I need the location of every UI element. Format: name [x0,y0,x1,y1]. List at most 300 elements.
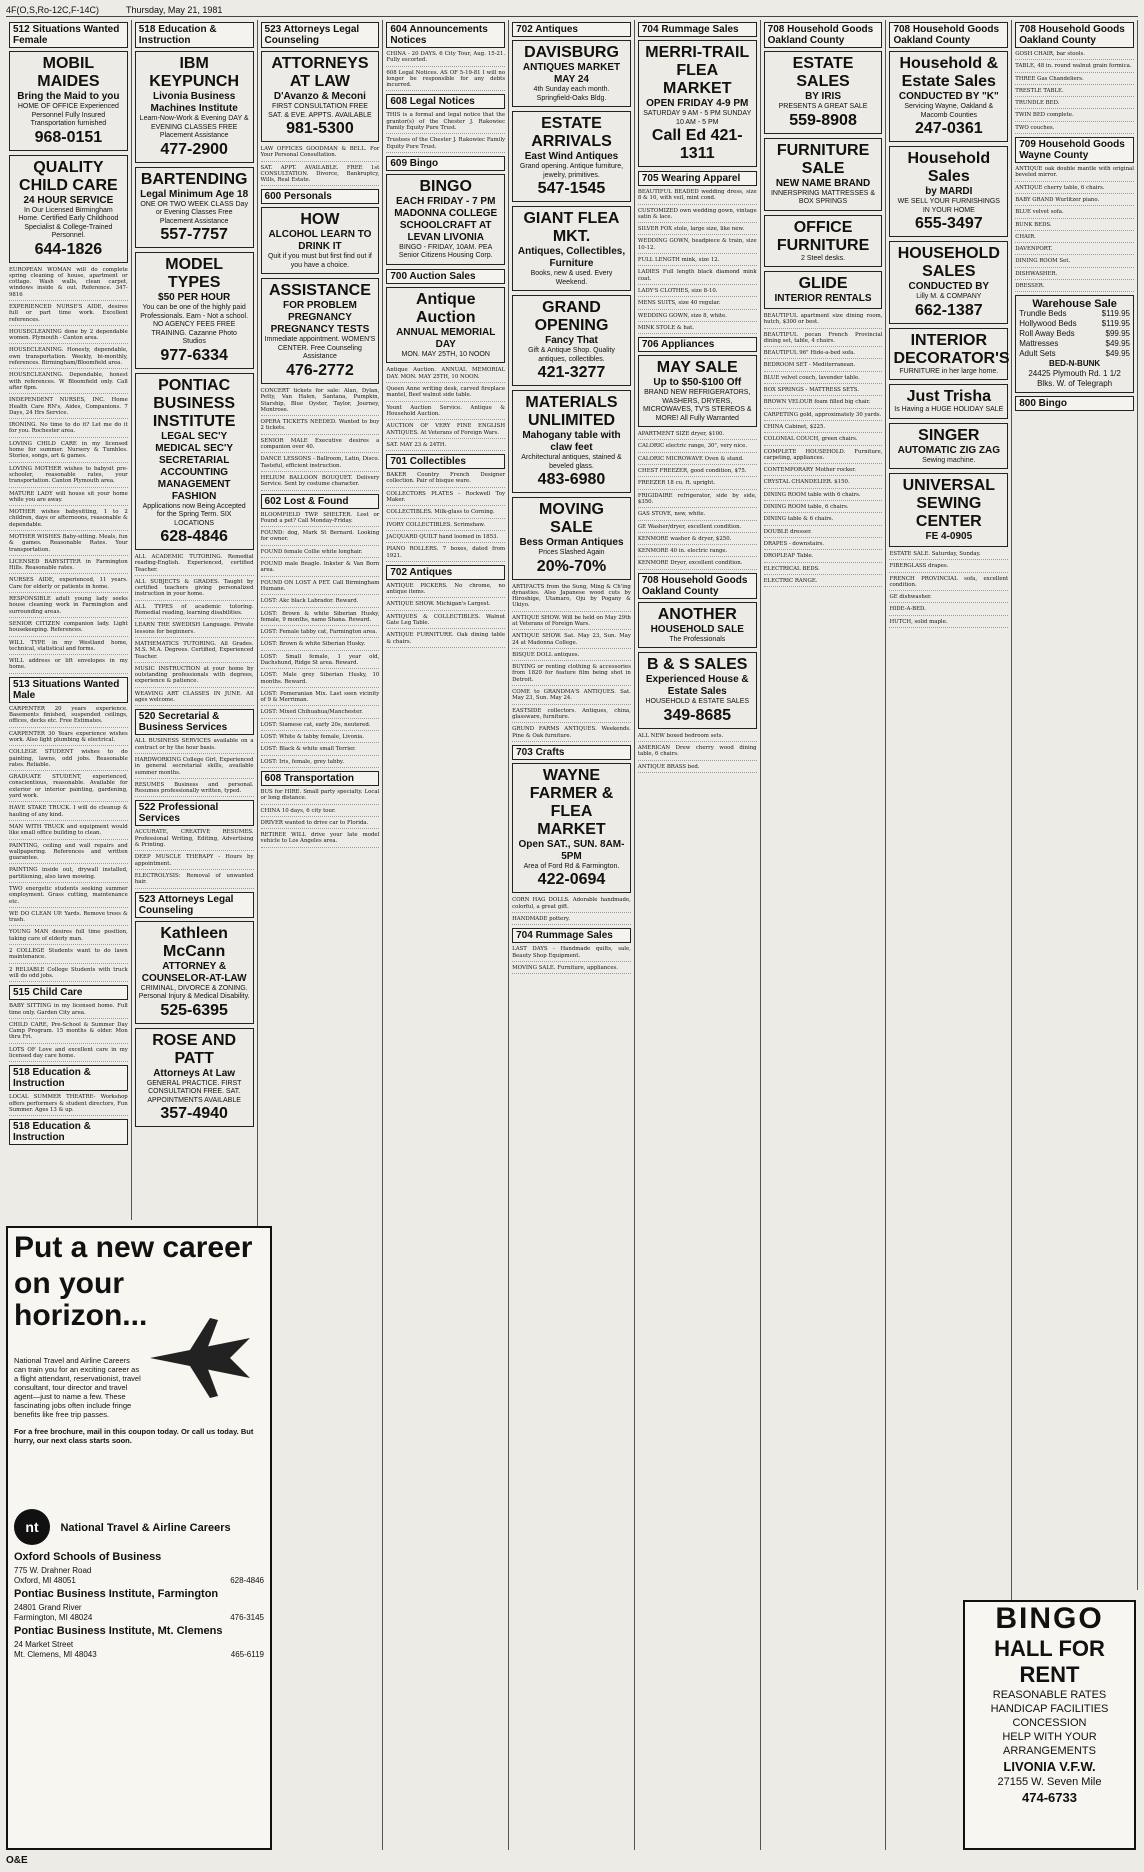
ad-subtitle: AUTOMATIC ZIG ZAG [897,444,1001,456]
classified-ad: Trustees of the Chester J. Rakowiec Family Equity Pure Trust. [386,137,505,153]
issue-date: Thursday, May 21, 1981 [126,5,223,15]
classified-ad: BUYING or renting clothing & accessories from 1820 for feature film being shot in Detroit. [512,664,631,686]
warehouse-item-price: $49.95 [1105,339,1130,349]
section-header: 709 Household Goods Wayne County [1015,137,1134,163]
promo-cta: For a free brochure, mail in this coupon today. Or call us today. But hurry, our next class starts soon. [14,1427,254,1445]
ad-details: FURNITURE in her large home. [899,367,999,375]
classified-ad: MOTHER wishes babysitting, 1 to 2 children, days or afternoons, reasonable & dependable. [9,509,128,531]
classified-ad: COLLEGE STUDENT wishes to do painting, lawns, odd jobs. Reasonable rates. Reliable. [9,749,128,771]
ad-title: Kathleen McCann [160,924,228,960]
classified-ad: DINING ROOM table with 6 chairs. [764,492,883,501]
ad-subtitle: EACH FRIDAY - 7 PM MADONNA COLLEGE SCHOOLCRAFT AT LEVAN LIVONIA [394,195,498,243]
classified-ad: ANTIQUE oak double mantle with original beveled mirror. [1015,166,1134,182]
warehouse-item [1019,349,1130,359]
ad-title: ESTATE ARRIVALS [531,115,612,150]
bingo-line-4: HELP WITH YOUR ARRANGEMENTS [1002,1731,1097,1757]
classified-ad: AMERICAN Drew cherry wood dining table, 6 chairs. [638,745,757,761]
classified-ad: DAVENPORT. [1015,246,1134,255]
classified-ad: KENMORE Dryer, excellent condition. [638,560,757,569]
display-ad [512,390,631,493]
promo-body: National Travel and Airline Careers can train you for an exciting career as a flight attendant, reservationist, travel consultant, tour director and travel agent—just to name a few. These fascinating jobs often include fringe benefits like free trip passes. [14,1356,141,1419]
section-header: 608 Transportation [261,771,380,786]
section-header: 705 Wearing Apparel [638,171,757,186]
ad-title: MODEL TYPES [165,256,224,291]
ad-phone: 644-1826 [34,240,103,258]
ad-details: SATURDAY 9 AM - 5 PM SUNDAY 10 AM - 5 PM [643,110,752,126]
warehouse-item-label: Adult Sets [1019,349,1056,359]
ad-phone: 20%-70% [536,557,607,575]
ad-subtitle: FE 4-0905 [925,531,973,542]
ad-details: WE SELL YOUR FURNISHINGS IN YOUR HOME [897,198,1000,214]
classified-ad: LEARN THE SWEDISH Language. Private lessons for beginners. [135,622,254,638]
classified-ad: FREEZER 18 cu. ft. upright. [638,480,757,489]
ad-details: Is Having a HUGE HOLIDAY SALE [894,406,1004,413]
classified-ad: ELECTRICAL BEDS. [764,566,883,575]
display-ad [386,287,505,364]
classified-ad: LAW OFFICES GOODMAN & BELL. For Your Personal Consultation. [261,146,380,162]
ad-subtitle: Livonia Business Machines Institute [150,91,238,114]
classified-ad: BEAUTIFUL apartment size dining room, hutch, $300 or best. [764,313,883,329]
ad-details: Applications now Being Accepted for the Spring Term. SIX LOCATIONS [142,502,246,527]
classified-ad: ANTIQUE SHOW. Sat. May 23, Sun. May 24 at Madonna College. [512,633,631,649]
classified-ad: CHINA - 20 DAYS. 6 City Tour, Aug. 15-21. Fully escorted. [386,51,505,67]
classified-ad: TWO couches. [1015,125,1134,134]
display-ad [889,423,1008,470]
display-ad [889,51,1008,142]
classified-ad: 608 Legal Notices. AS OF 5-19-81 I will no longer be responsible for any debts incurred. [386,70,505,92]
classified-ad: CONCERT tickets for sale: Alan, Dylan, Petty, Van Halen, Santana, Pumpkin, Starship, Blue Oyster, Taylor, Journey, Montrose. [261,388,380,416]
classified-ad: BISQUE DOLL antiques. [512,652,631,661]
classified-ad: CARPETING gold, approximately 30 yards. [764,412,883,421]
section-header: 520 Secretarial & Business Services [135,709,254,735]
classified-ad: MATURE LADY will house sit your home while you are away. [9,491,128,507]
ad-details: Architectural antiques, stained & beveled glass. [521,454,622,470]
classified-ad: FOUND: dog, Mark St Bernard. Looking for owner. [261,530,380,546]
oxford-phone: 628-4846 [230,1576,264,1585]
ad-phone: 968-0151 [34,128,103,146]
section-header: 513 Situations Wanted Male [9,677,128,703]
ad-details: You can be one of the highly paid Professionals. Earn - Not a school. NO AGENCY FEES FREE TRAINING. Cazanne Photo Studios [140,304,249,345]
ad-phone: 655-3497 [915,215,983,232]
classified-column [6,20,132,1220]
section-header: 512 Situations Wanted Female [9,22,128,48]
bingo-venue: LIVONIA V.F.W. [1003,1759,1096,1774]
farmington-city: Farmington, MI 48024 [14,1613,93,1622]
classified-ad: HUTCH, solid maple. [889,619,1008,628]
ad-subtitle: Fancy That [545,335,598,346]
classified-ad: ANTIQUE SHOW. Will be held on May 29th at Veterans of Foreign Wars. [512,615,631,631]
ad-phone: 662-1387 [915,301,983,319]
classified-ad: KENMORE washer & dryer, $250. [638,536,757,545]
classified-ad: YOUNG MAN desires full time position, taking care of elderly man. [9,929,128,945]
ad-details: Books, new & used. Every Weekend. [530,270,613,286]
display-ad [512,295,631,386]
warehouse-item [1019,329,1130,339]
classified-ad: MENS SUITS, size 40 regular. [638,300,757,309]
classified-ad: ANTIQUE cherry table, 6 chairs. [1015,185,1134,194]
display-ad [512,111,631,202]
display-ad [638,355,757,427]
classified-ad: LOST: Iris, female, grey tabby. [261,759,380,768]
ad-title: MAY SALE [656,359,738,377]
classified-ad: WEDDING GOWN, size 8, white. [638,313,757,322]
ad-subtitle: CONDUCTED BY "K" [898,91,999,102]
display-ad [889,473,1008,547]
bingo-line-3: CONCESSION [1012,1717,1087,1729]
classified-ad: THREE Gas Chandeliers. [1015,76,1134,85]
ad-details: Area of Ford Rd & Farmington. [523,862,620,870]
warehouse-store: BED-N-BUNK [1049,359,1101,369]
classified-ad: LOST: Siamese cat, early 20s, neutered. [261,722,380,731]
classified-ad: COLLECTORS PLATES - Rockwell Toy Maker. [386,491,505,507]
classified-ad: LADY'S CLOTHES, size 8-10. [638,288,757,297]
display-ad [386,174,505,265]
classified-column [258,20,384,1850]
classified-ad: EUROPEAN WOMAN will do complete spring cleaning of house, apartment or cottage. Wash walls, clean carpet, windows inside & out. Reference. 347-9816 [9,267,128,301]
classified-ad: TWIN BED complete. [1015,112,1134,121]
classified-ad: BEAUTIFUL BEADED wedding dress, size 8 & 10, with veil, mint cond. [638,189,757,205]
classified-ad: DRIVER wanted to drive car to Florida. [261,820,380,829]
classified-ad: LOST: Brown & white Siberian Husky. [261,641,380,650]
ad-title: MERRI-TRAIL FLEA MARKET [645,44,750,97]
classified-ad: AUCTION OF VERY FINE ENGLISH ANTIQUES. At Veterans of Foreign Wars. [386,423,505,439]
classified-ad: BEDROOM SET - Mediterranean. [764,362,883,371]
classified-ad: LOST: White & tabby female, Livonia. [261,734,380,743]
classified-ad: DROPLEAF Table. [764,553,883,562]
classified-ad: FOUND female Collie white longhair. [261,549,380,558]
classified-ad: DEEP MUSCLE THERAPY - Hours by appointment. [135,854,254,870]
classified-ad: LOST: Male grey Siberian Husky, 10 months. Reward. [261,672,380,688]
display-ad [638,40,757,167]
classified-ad: DISHWASHER. [1015,271,1134,280]
ad-title: ASSISTANCE [268,282,371,300]
ad-subtitle: Bess Orman Antiques [519,537,624,548]
classified-column [383,20,509,1850]
warehouse-item-label: Mattresses [1019,339,1059,349]
classified-ad: ALL TYPES of academic tutoring. Remedial reading, learning disabilities. [135,604,254,620]
oxford-city: Oxford, MI 48051 [14,1576,76,1585]
classified-ad: RETIREE WILL drive your late model vehicle to Los Angeles area. [261,832,380,848]
classified-ad: SAT. MAY 23 & 24TH. [386,442,505,451]
classified-ad: INDEPENDENT NURSES, INC. Home Health Care RN's, Aides, Companions. 7 Days, 24 Hrs Service. [9,397,128,419]
bingo-subtitle: HALL FOR RENT [994,1636,1105,1687]
display-ad [638,602,757,649]
mtclemens-address: 24 Market Street [14,1640,74,1649]
warehouse-item [1019,309,1130,319]
ad-title: GIANT FLEA MKT. [523,210,620,245]
ad-title: ATTORNEYS AT LAW [271,55,369,90]
ad-subtitle: FOR PROBLEM PREGNANCY PREGNANCY TESTS [270,300,370,336]
classified-ad: BABY GRAND Wurlitzer piano. [1015,197,1134,206]
ad-subtitle: Legal Minimum Age 18 [140,188,249,200]
classified-ad: DANCE LESSONS - Ballroom, Latin, Disco. Tasteful, efficient instruction. [261,456,380,472]
ad-title: IBM KEYPUNCH [149,55,240,90]
classified-ad: ANTIQUE FURNITURE. Oak dining table & chairs. [386,632,505,648]
classified-ad: LOST: Mixed Chihuahua/Manchester. [261,709,380,718]
classified-ad: HELIUM BALLOON BOUQUET. Delivery Service. Sent by costume character. [261,475,380,491]
ad-title: QUALITY CHILD CARE [19,158,118,194]
ad-subtitle: HOUSEHOLD SALE [650,623,744,635]
ad-details: HOUSEHOLD & ESTATE SALES [645,698,750,706]
section-header: 515 Child Care [9,985,128,1000]
oxford-school-name: Oxford Schools of Business [14,1551,162,1563]
ad-subtitle: $50 PER HOUR [158,292,231,303]
classified-ad: FOUND ON LOST A PET. Call Birmingham Humane. [261,580,380,596]
classified-ad: BOX SPRINGS - MATTRESS SETS. [764,387,883,396]
ad-details: Sewing machine. [922,456,976,464]
classified-ad: SILVER FOX stole, large size, like new. [638,226,757,235]
ad-title: MATERIALS UNLIMITED [525,394,618,429]
classified-ad: ELECTRIC RANGE. [764,578,883,587]
ad-title: HOW [300,211,340,229]
ad-title: DAVISBURG [524,44,619,61]
display-ad [135,373,254,551]
classified-ad: HOUSECLEANING. Honesty, dependable, own transportation. Weekly, bi-monthly, references. Birmingham/Bloomfield area. [9,347,128,369]
classified-ad: WEAVING ART CLASSES IN JUNE. All ages welcome. [135,691,254,707]
bingo-title: BINGO [995,1602,1104,1635]
bingo-phone: 474-6733 [1022,1790,1077,1805]
ad-details: Quit if you must but first find out if you have a choice. [267,253,372,269]
classified-ad: BAKER Country French Designer collection. Pair of bisque ware. [386,472,505,488]
ad-title: Just Trisha [906,388,992,405]
classified-ad: 2 RELIABLE College Students with truck will do odd jobs. [9,967,128,983]
mtclemens-phone: 465-6119 [230,1650,264,1659]
display-ad [764,51,883,134]
section-header: 704 Rummage Sales [512,928,631,943]
ad-details: The Professionals [669,635,726,643]
section-header: 518 Education & Instruction [9,1119,128,1145]
display-ad [889,328,1008,381]
ad-title: BARTENDING [140,170,248,188]
ad-title: SINGER [918,426,980,444]
section-header: 523 Attorneys Legal Counseling [261,22,380,48]
display-ad [889,241,1008,324]
bingo-address: 27155 W. Seven Mile [997,1776,1102,1788]
section-header: 800 Bingo [1015,396,1134,411]
classified-ad: FOUND male Beagle. Inkster & Van Born area. [261,561,380,577]
ad-subtitle: ANNUAL MEMORIAL DAY [396,326,496,350]
classified-ad: MINK STOLE & hat. [638,325,757,334]
classified-ad: SENIOR CITIZEN companion lady. Light housekeeping. References. [9,621,128,637]
ad-subtitle: NEW NAME BRAND [775,177,871,189]
classified-ad: BUS for HIRE. Small party specialty. Local or long distance. [261,789,380,805]
ad-phone: 422-0694 [537,871,606,889]
classified-ad: ALL NEW boxed bedroom sets. [638,733,757,742]
classified-ad: COME to GRANDMA'S ANTIQUES. Sat. May 23, Sun. May 24. [512,689,631,705]
ad-subtitle: Open SAT., SUN. 8AM-5PM [518,838,625,862]
ad-subtitle: Experienced House & Estate Sales [645,674,749,698]
ad-phone: 477-2900 [160,140,228,158]
ad-phone: 981-5300 [286,120,354,137]
ad-title: GRAND OPENING [534,299,609,334]
classified-ad: ALL BUSINESS SERVICES available on a contract or by the hour basis. [135,738,254,754]
classified-ad: HARDWORKING College Girl, Experienced in general secretarial skills, available summer months. [135,757,254,779]
classified-ad: ANTIQUES & COLLECTIBLES. Walnut Gate Leg Table. [386,614,505,630]
farmington-school-name: Pontiac Business Institute, Farmington [14,1588,219,1600]
ad-phone: 476-2772 [286,361,354,379]
display-ad [135,167,254,249]
classified-ad: 2 COLLEGE Students want to do lawn maintenance. [9,948,128,964]
classified-ad: CHINA Cabinet, $225. [764,424,883,433]
classified-ad: MOTHER WISHES Baby-sitting. Meals, fun & games. Reasonable Rates. Your transportation. [9,534,128,556]
classified-ad: MUSIC INSTRUCTION at your home by outstanding professionals with degrees, experience & patience. [135,666,254,688]
ad-subtitle: Up to $50-$100 Off [653,377,742,389]
section-header: 702 Antiques [512,22,631,37]
classified-ad: IVORY COLLECTIBLES. Scrimshaw. [386,522,505,531]
display-ad [135,921,254,1024]
display-ad [512,40,631,107]
display-ad [764,138,883,211]
warehouse-item-label: Trundle Beds [1019,309,1067,319]
classified-column [761,20,887,1850]
classified-ad: ESTATE SALE. Saturday, Sunday. [889,551,1008,560]
ad-phone: 525-6395 [160,1001,228,1019]
classified-ad: TRUNDLE BED. [1015,100,1134,109]
ad-title: UNIVERSAL SEWING CENTER [902,477,996,530]
ad-subtitle: by MARDI [925,186,973,197]
ad-details: CRIMINAL, DIVORCE & ZONING. Personal Injury & Medical Disability. [138,984,250,1000]
classified-ad: ANTIQUE BRASS bed. [638,764,757,773]
section-header: 703 Crafts [512,745,631,760]
ad-subtitle: ATTORNEY & COUNSELOR-AT-LAW [141,960,247,984]
classified-ad: WILL TYPE in my Westland home, technical, statistical and forms. [9,640,128,656]
ad-title: HOUSEHOLD SALES [897,245,1000,280]
warehouse-item-price: $99.95 [1105,329,1130,339]
display-ad [261,278,380,384]
ad-details: HOME OF OFFICE Experienced Personnel Fully Insured Transportation furnished [17,103,119,127]
display-ad [261,51,380,142]
classified-ad: PIANO ROLLERS. 7 boxes, dated from 1921. [386,546,505,562]
classified-ad: BEAUTIFUL pecan French Provincial dining set, table, 4 chairs. [764,332,883,348]
promo-headline-2: on your horizon... [14,1267,148,1332]
promo-headline-1: Put a new career [14,1231,253,1264]
classified-column [635,20,761,1850]
ad-phone: 547-1545 [537,180,606,197]
classified-ad: OPERA TICKETS NEEDED. Wanted to buy 2 tickets. [261,419,380,435]
classified-ad: ELECTROLYSIS: Removal of unwanted hair. [135,873,254,889]
ad-phone: Call Ed 421-1311 [651,127,743,162]
display-ad [9,155,128,263]
section-header: 522 Professional Services [135,800,254,826]
classified-ad: LICENSED BABYSITTER in Farmington Hills. Reasonable rates. [9,559,128,575]
classified-ad: COMPLETE HOUSEHOLD. Furniture, carpeting, appliances. [764,449,883,465]
classified-ad: Yount Auction Service. Antique & Household Auction. [386,405,505,421]
classified-ad: RESUMES Business and personal. Resumes professionally written, typed. [135,782,254,798]
section-header: 708 Household Goods Oakland County [1015,22,1134,48]
warehouse-item-label: Roll Away Beds [1019,329,1075,339]
ad-subtitle: LEGAL SEC'Y MEDICAL SEC'Y SECRETARIAL ACCOUNTING MANAGEMENT FASHION [155,430,234,502]
classified-ad: KENMORE 40 in. electric range. [638,548,757,557]
ad-title: WAYNE FARMER & FLEA MARKET [529,766,614,838]
display-ad [889,384,1008,419]
section-header: 518 Education & Instruction [135,22,254,48]
classified-ad: BLUE velvet sofa. [1015,209,1134,218]
ad-title: MOBIL MAIDES [37,55,100,90]
classified-ad: GE dishwasher. [889,594,1008,603]
warehouse-item-price: $119.95 [1101,309,1130,319]
ad-subtitle: D'Avanzo & Meconi [273,91,366,102]
classified-ad: MATHEMATICS TUTORING. All Grades. M.S. M.A. Degrees. Certified, Experienced Teacher. [135,641,254,663]
ad-details: MON. MAY 25TH, 10 NOON [401,350,490,358]
display-ad [9,51,128,151]
warehouse-item-price: $119.95 [1101,319,1130,329]
classified-column [1012,20,1138,1590]
classified-ad: CHAIR. [1015,234,1134,243]
warehouse-item-price: $49.95 [1105,349,1130,359]
warehouse-item-label: Hollywood Beds [1019,319,1077,329]
classified-ad: LOST: Pomeranian Mix. Last seen vicinity of 9 & Merriman. [261,691,380,707]
ad-title: INTERIOR DECORATOR'S [893,331,1010,367]
classified-ad: CHILD CARE, Pre-School & Summer Day Camp Program. 15 months & older. Mon thru Fri. [9,1022,128,1044]
mtclemens-city: Mt. Clemens, MI 48043 [14,1650,97,1659]
section-header: 604 Announcements Notices [386,22,505,48]
classified-ad: LOTS OF Love and excellent care in my licensed day care home. [9,1047,128,1063]
classified-ad: TWO energetic students seeking summer employment. Grass cutting, maintenance etc. [9,886,128,908]
section-header: 708 Household Goods Oakland County [889,22,1008,48]
farmington-address: 24801 Grand River [14,1603,82,1612]
ad-subtitle: CONDUCTED BY [908,281,990,292]
classified-ad: CRYSTAL CHANDELIER. $150. [764,479,883,488]
classified-ad: DINING ROOM Set. [1015,258,1134,267]
classified-ad: HOUSECLEANING. Dependable, honest with references. W Bloomfield only. Call after 6pm. [9,372,128,394]
display-ad [638,652,757,729]
ad-title: ESTATE SALES [792,55,854,90]
section-header: 704 Rummage Sales [638,22,757,37]
ad-phone: 357-4940 [160,1105,228,1122]
ad-title: ANOTHER [657,605,737,623]
ad-phone: 557-7757 [160,226,228,243]
ad-details: Grand opening. Antique furniture, jewelry, primitives. [519,163,624,179]
ad-details: Learn-Now-Work & Evening DAY & EVENING CLASSES FREE Placement Assistance [139,115,249,139]
classified-ad: HIDE-A-BED. [889,606,1008,615]
ad-phone: 349-8685 [663,706,732,724]
classified-ad: DRAPES - downstairs. [764,541,883,550]
ad-title: BINGO [419,177,472,195]
classified-ad: MAN WITH TRUCK and equipment would like small office building to clean. [9,824,128,840]
classified-ad: LOVING MOTHER wishes to babysit pre-schooler, reasonable rates, your transportation. Canton Plymouth area. [9,466,128,488]
edition-code: 4F(O,S,Ro-12C,F-14C) [6,5,100,15]
display-ad [135,252,254,369]
classified-ad: BEAUTIFUL 96" Hide-a-bed sofa. [764,350,883,359]
bingo-hall-ad [963,1600,1136,1850]
display-ad [135,51,254,163]
ad-details: Immediate appointment. WOMEN'S CENTER. Free Counseling Assistance [264,336,376,361]
classified-ad: ALL SUBJECTS & GRADES. Taught by certified teachers giving personalized instruction in your home. [135,579,254,601]
section-header: 708 Household Goods Oakland County [764,22,883,48]
classified-ad: CALORIC MICROWAVE Oven & stand. [638,456,757,465]
classified-ad: ANTIQUE SHOW. Michigan's Largest. [386,601,505,610]
classified-ad: RESPONSIBLE adult young lady seeks house cleaning work in Farmington and surrounding areas. [9,596,128,618]
classified-ad: DINING ROOM table, 6 chairs. [764,504,883,513]
classified-ad: PAINTING inside out, drywall installed, partitioning, also lawn mowing. [9,867,128,883]
classified-ad: ALL ACADEMIC TUTORING. Remedial reading-English. Experienced, certified Teacher. [135,554,254,576]
classified-ad: COLONIAL COUCH, green chairs. [764,436,883,445]
ad-details: 4th Sunday each month. Springfield-Oaks Bldg. [533,86,610,102]
page-footer-mark: O&E [6,1855,28,1866]
ad-subtitle: Attorneys At Law [153,1067,236,1079]
classified-ad: LOST: Akc black Labrador. Reward. [261,598,380,607]
classified-ad: ARTIFACTS from the Sung, Ming & Ch'ing dynasties. Also Japanese wood cuts by Hiroshige, Utamaro, Oju by Pogany & Ukiyo. [512,584,631,612]
classified-ad: CUSTOMIZED own wedding gown, vintage satin & lace. [638,208,757,224]
classified-ad: HOUSECLEANING done by 2 dependable women. Plymouth - Canton area. [9,329,128,345]
classified-ad: THIS is a formal and legal notice that the grantor(s) of the Chester J. Rakowiec Family Equity Pure Trust. [386,112,505,134]
oxford-address: 775 W. Drahner Road [14,1566,92,1575]
classified-ad: NURSES AIDE, experienced, 11 years. Care for elderly or patients in home. [9,577,128,593]
classified-ad: WEDDING GOWN, headpiece & train, size 10-12. [638,238,757,254]
warehouse-title: Warehouse Sale [1032,298,1117,311]
classified-ad: BUNK BEDS. [1015,222,1134,231]
ad-subtitle: INTERIOR RENTALS [774,293,872,304]
